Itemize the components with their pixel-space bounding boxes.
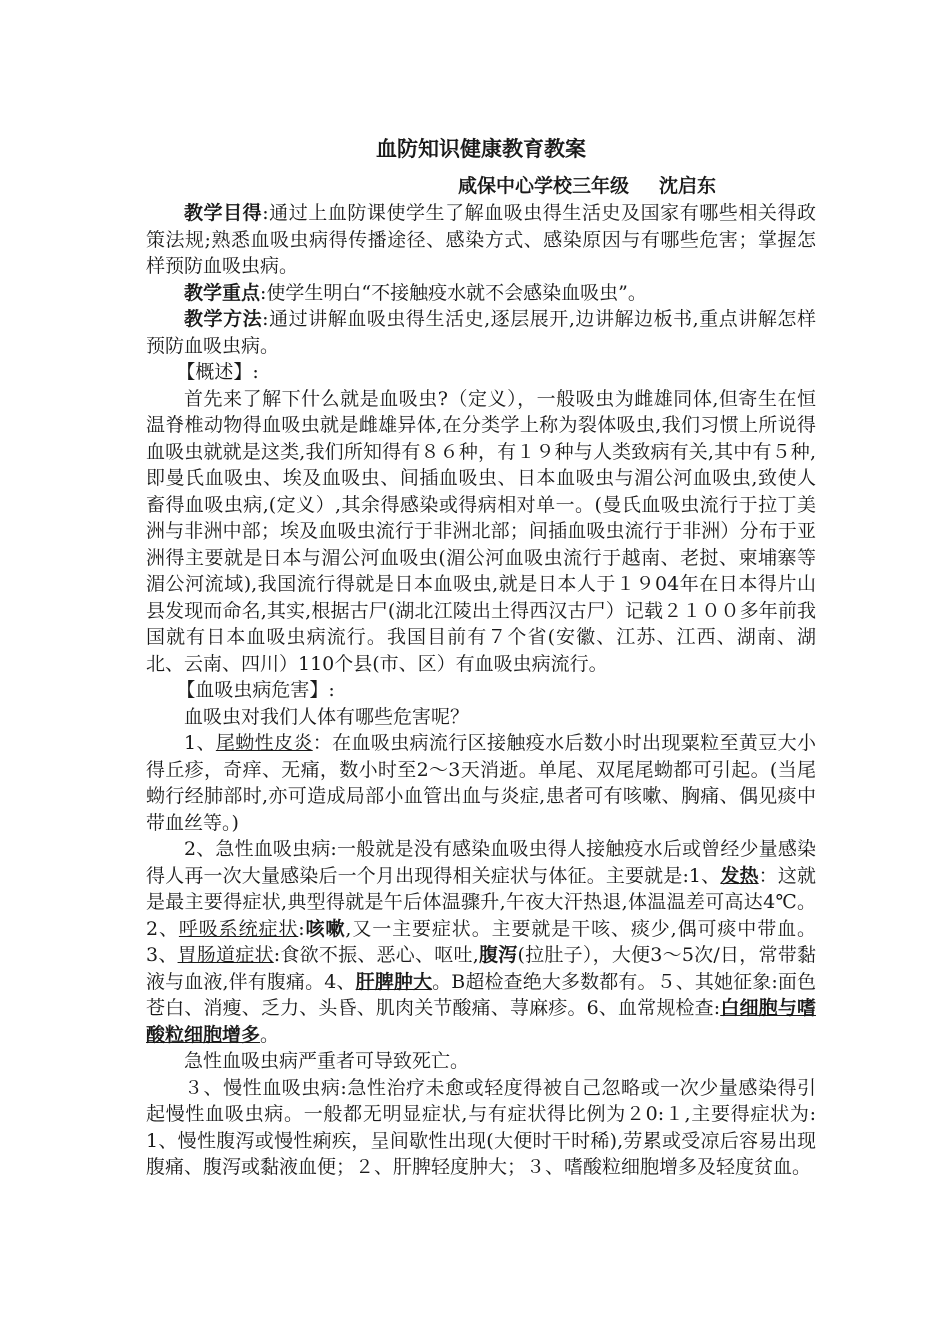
objective-label: 教学目得 xyxy=(184,202,263,224)
fever-term: 发热 xyxy=(720,864,759,887)
item2-text-e: (拉肚子），大便3～5次/日，常带黏液与血液,伴有腹痛。4、 xyxy=(146,944,816,993)
item1-prefix: 1、 xyxy=(184,732,216,754)
diarrhea-term: 腹泻 xyxy=(478,944,518,966)
overview-paragraph: 首先来了解下什么就是血吸虫?（定义），一般吸虫为雌雄同体,但寄生在恒温脊椎动物得血吸虫就是雌雄异体,在分类学上称为裂体吸虫,我们习惯上所说得血吸虫就就是这类,我们所知得有８６种，有１９种与人类致病有关,其中有５种,即曼氏血吸虫、埃及血吸虫、间插血吸虫、日本血吸虫与湄公河血吸虫,致使人畜得血吸虫病,(定义）,其余得感染或得病相对单一。(曼氏血吸虫流行于拉丁美洲与非洲中部；埃及血吸虫流行于非洲北部；间插血吸虫流行于非洲）分布于亚洲得主要就是日本与湄公河血吸虫(湄公河血吸虫流行于越南、老挝、柬埔寨等湄公河流域),我国流行得就是日本血吸虫,就是日本人于１９04年在日本得片山县发现而命名,其实,根据古尸(湖北江陵出土得西汉古尸）记载２１００多年前我国就有日本血吸虫病流行。我国目前有７个省(安徽、江苏、江西、湖南、湖北、云南、四川）110个县(市、区）有血吸虫病流行。 xyxy=(146,387,816,675)
item2-text-a: 2、急性血吸虫病:一般就是没有感染血吸虫得人接触疫水后或曾经少量感染得人再一次大量感染后一个月出现得相关症状与体征。主要就是:1、 xyxy=(146,838,816,887)
item2-text-c: ,又一主要症状。主要就是干咳、痰少,偶可痰中带血。 3、 xyxy=(146,917,816,966)
author-name: 沈启东 xyxy=(659,175,717,197)
document-title: 血防知识健康教育教案 xyxy=(376,136,586,161)
item2-text-d: :食欲不振、恶心、呕吐, xyxy=(273,944,479,966)
author-line xyxy=(146,172,816,200)
overview-heading: 【概述】: xyxy=(176,361,259,383)
method-text: :通过讲解血吸虫得生活史,逐层展开,边讲解边板书,重点讲解怎样预防血吸虫病。 xyxy=(146,308,816,357)
method-label: 教学方法 xyxy=(184,308,263,330)
item2-paragraph xyxy=(146,836,816,1048)
keypoint-text: :使学生明白“不接触疫水就不会感染血吸虫”。 xyxy=(260,281,647,304)
keypoint-label: 教学重点 xyxy=(184,281,261,304)
harm-question: 血吸虫对我们人体有哪些危害呢？ xyxy=(184,705,470,728)
method-paragraph xyxy=(146,306,816,359)
harm-heading: 【血吸虫病危害】: xyxy=(176,679,335,701)
acute-death-paragraph: 急性血吸虫病严重者可导致死亡。 xyxy=(184,1050,470,1072)
objective-paragraph xyxy=(146,200,816,280)
item3-paragraph: ３、慢性血吸虫病:急性治疗未愈或轻度得被自己忽略或一次少量感染得引起慢性血吸虫病。一般都无明显症状,与有症状得比例为２0:１,主要得症状为:1、慢性腹泻或慢性痢疾，呈间歇性出现(大便时干时稀),劳累或受凉后容易出现腹痛、腹泻或黏液血便；２、肝脾轻度肿大；３、嗜酸粒细胞增多及轻度贫血。 xyxy=(146,1076,816,1178)
objective-text: :通过上血防课使学生了解血吸虫得生活史及国家有哪些相关得政策法规;熟悉血吸虫病得传播途径、感染方式、感染原因与有哪些危害；掌握怎样预防血吸虫病。 xyxy=(146,202,816,277)
item2-colon: : xyxy=(298,917,305,940)
document-page xyxy=(146,133,816,1181)
item1-name: 尾蚴性皮炎 xyxy=(215,732,313,754)
respiratory-term: 呼吸系统症状 xyxy=(178,917,299,940)
author-school: 咸保中心学校三年级 xyxy=(458,175,630,197)
cough-term: 咳嗽 xyxy=(304,917,346,940)
gi-term: 胃肠道症状 xyxy=(177,944,274,966)
item2-text-b: ：这就是最主要得症状,典型得就是午后体温骤升,午夜大汗热退,体温温差可高达4℃。2、 xyxy=(146,864,816,940)
item2-text-g: 。 xyxy=(260,1023,280,1046)
item1-paragraph xyxy=(146,730,816,836)
hepatosplenomegaly-term: 肝脾肿大 xyxy=(355,970,433,993)
item1-text: ：在血吸虫病流行区接触疫水后数小时出现粟粒至黄豆大小得丘疹，奇痒、无痛，数小时至2～3天消逝。单尾、双尾尾蚴都可引起。(当尾蚴行经肺部时,亦可造成局部小血管出血与炎症,患者可有咳嗽、胸痛、偶见痰中带血丝等。) xyxy=(146,732,816,834)
blood-test-term: 白细胞与嗜酸粒细胞增多 xyxy=(146,997,816,1046)
item2-text-f: 。B超检查绝大多数都有。５、其她征象:面色苍白、消瘦、乏力、头昏、肌肉关节酸痛、荨麻疹。6、血常规检查: xyxy=(146,970,816,1019)
keypoint-paragraph xyxy=(146,280,816,307)
